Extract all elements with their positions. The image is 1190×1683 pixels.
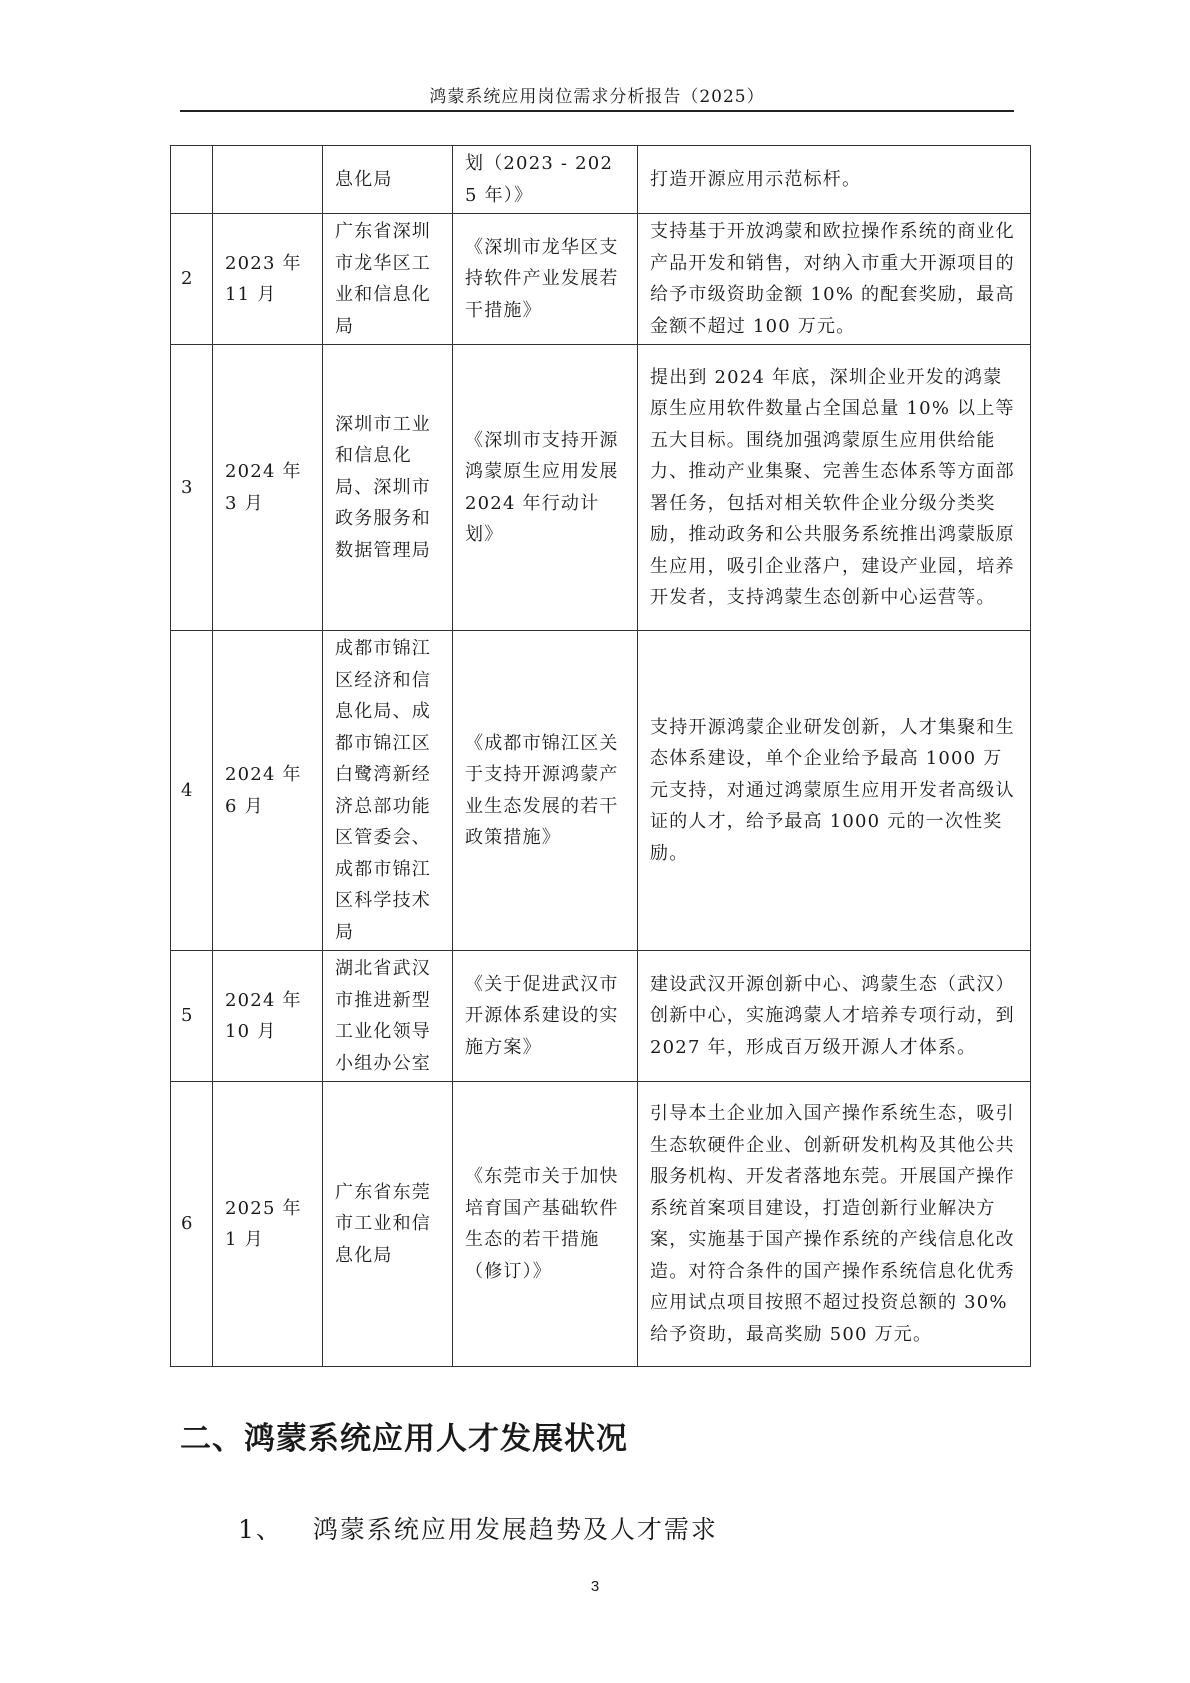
row-content: 建设武汉开源创新中心、鸿蒙生态（武汉）创新中心，实施鸿蒙人才培养专项行动，到 2027 年，形成百万级开源人才体系。 [638, 951, 1031, 1082]
table-row [171, 631, 1031, 951]
row-date: 2024 年 6 月 [213, 631, 323, 951]
row-date: 2024 年 10 月 [213, 951, 323, 1082]
table-row [171, 146, 1031, 214]
section-heading: 二、鸿蒙系统应用人才发展状况 [180, 1421, 628, 1457]
row-policy: 《深圳市龙华区支持软件产业发展若干措施》 [453, 214, 638, 345]
subsection-heading [238, 1510, 718, 1546]
subsection-number: 1、 [238, 1515, 283, 1544]
row-number [171, 146, 213, 214]
row-agency: 湖北省武汉市推进新型工业化领导小组办公室 [323, 951, 453, 1082]
page-number: 3 [590, 1578, 600, 1595]
row-date [213, 146, 323, 214]
row-date: 2023 年 11 月 [213, 214, 323, 345]
row-policy: 《成都市锦江区关于支持开源鸿蒙产业生态发展的若干政策措施》 [453, 631, 638, 951]
table-row [171, 345, 1031, 631]
row-policy: 《深圳市支持开源鸿蒙原生应用发展 2024 年行动计划》 [453, 345, 638, 631]
row-policy: 划（2023 - 2025 年）》 [453, 146, 638, 214]
row-agency: 广东省深圳市龙华区工业和信息化局 [323, 214, 453, 345]
table-row [171, 951, 1031, 1082]
row-content: 支持开源鸿蒙企业研发创新，人才集聚和生态体系建设，单个企业给予最高 1000 万元支持，对通过鸿蒙原生应用开发者高级认证的人才，给予最高 1000 元的一次性奖励。 [638, 631, 1031, 951]
table-row [171, 1082, 1031, 1367]
row-content: 引导本土企业加入国产操作系统生态，吸引生态软硬件企业、创新研发机构及其他公共服务机构、开发者落地东莞。开展国产操作系统首案项目建设，打造创新行业解决方案，实施基于国产操作系统的产线信息化改造。对符合条件的国产操作系统信息化优秀应用试点项目按照不超过投资总额的 30%给予资助，最高奖励 500 万元。 [638, 1082, 1031, 1367]
row-number: 4 [171, 631, 213, 951]
row-content: 提出到 2024 年底，深圳企业开发的鸿蒙原生应用软件数量占全国总量 10% 以上等五大目标。围绕加强鸿蒙原生应用供给能力、推动产业集聚、完善生态体系等方面部署任务，包括对相关软件企业分级分类奖励，推动政务和公共服务系统推出鸿蒙版原生应用，吸引企业落户，建设产业园，培养开发者，支持鸿蒙生态创新中心运营等。 [638, 345, 1031, 631]
subsection-title: 鸿蒙系统应用发展趋势及人才需求 [312, 1515, 718, 1544]
row-policy: 《关于促进武汉市开源体系建设的实施方案》 [453, 951, 638, 1082]
row-agency: 深圳市工业和信息化局、深圳市政务服务和数据管理局 [323, 345, 453, 631]
row-agency: 息化局 [323, 146, 453, 214]
row-content: 打造开源应用示范标杆。 [638, 146, 1031, 214]
row-number: 2 [171, 214, 213, 345]
row-date: 2025 年 1 月 [213, 1082, 323, 1367]
policy-table [170, 145, 1031, 1367]
row-number: 6 [171, 1082, 213, 1367]
table-row [171, 214, 1031, 345]
row-agency: 广东省东莞市工业和信息化局 [323, 1082, 453, 1367]
row-content: 支持基于开放鸿蒙和欧拉操作系统的商业化产品开发和销售，对纳入市重大开源项目的给予市级资助金额 10% 的配套奖励，最高金额不超过 100 万元。 [638, 214, 1031, 345]
row-number: 5 [171, 951, 213, 1082]
row-agency: 成都市锦江区经济和信息化局、成都市锦江区白鹭湾新经济总部功能区管委会、成都市锦江区科学技术局 [323, 631, 453, 951]
row-policy: 《东莞市关于加快培育国产基础软件生态的若干措施（修订）》 [453, 1082, 638, 1367]
row-date: 2024 年 3 月 [213, 345, 323, 631]
header-rule [180, 110, 1014, 112]
row-number: 3 [171, 345, 213, 631]
page-header-title: 鸿蒙系统应用岗位需求分析报告（2025） [429, 87, 765, 107]
